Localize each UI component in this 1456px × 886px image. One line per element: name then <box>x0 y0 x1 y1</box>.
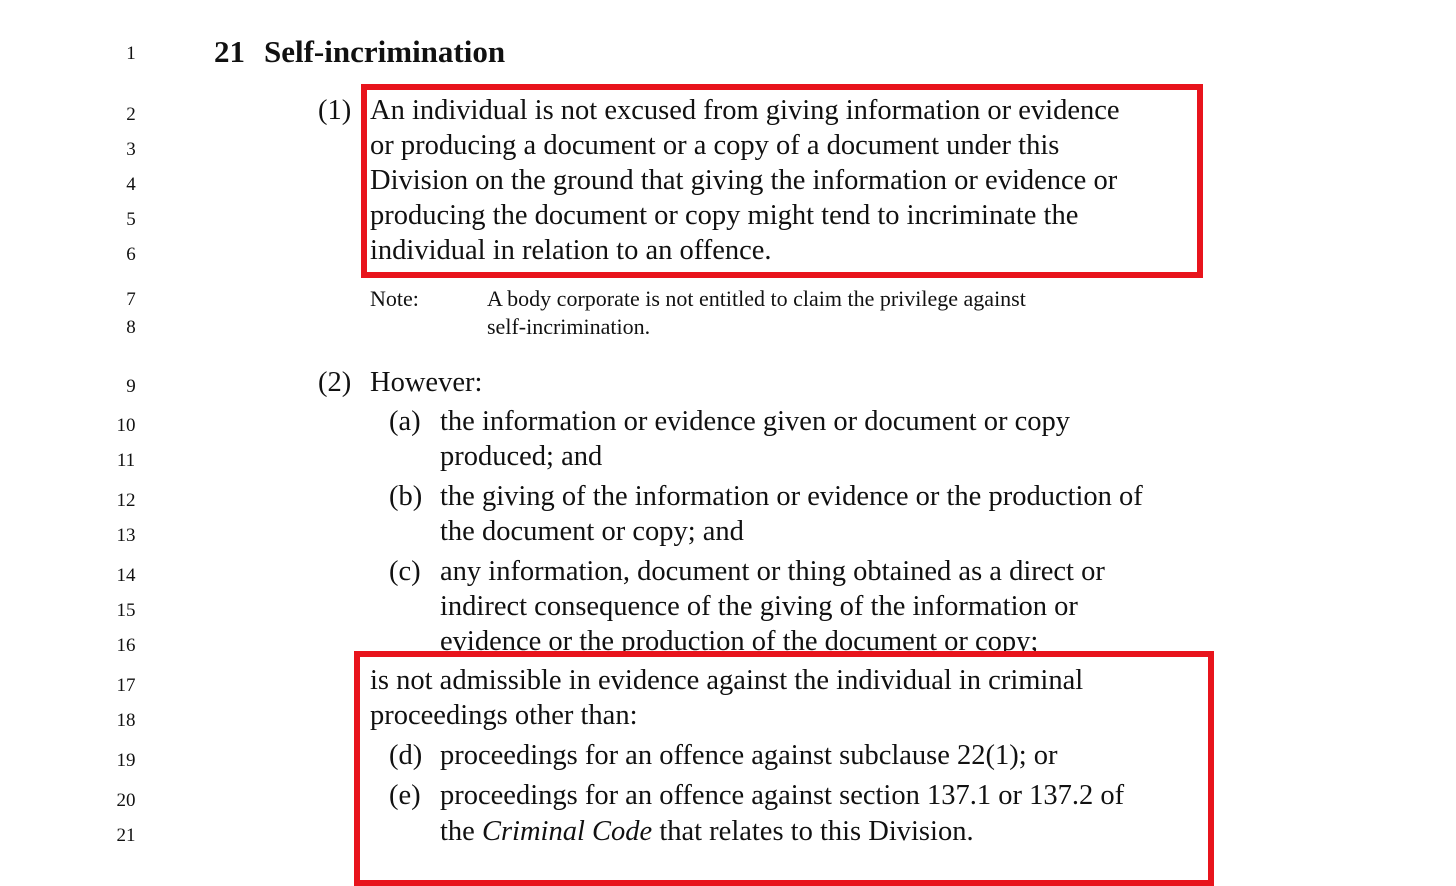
paragraph-d-line: proceedings for an offence against subclause 22(1); or <box>440 740 1058 771</box>
line-number-5: 5 <box>126 209 136 230</box>
line-number-9: 9 <box>126 376 136 397</box>
section-number: 21 <box>214 34 245 69</box>
paragraph-c-line: indirect consequence of the giving of the information or <box>440 591 1078 622</box>
paragraph-e-line: proceedings for an offence against section 137.1 or 137.2 of <box>440 780 1125 811</box>
line-number-3: 3 <box>126 139 136 160</box>
paragraph-b-line: the giving of the information or evidence or the production of <box>440 481 1143 512</box>
line-number-1: 1 <box>126 43 136 64</box>
subsection-1-line: An individual is not excused from giving information or evidence <box>370 95 1120 126</box>
paragraph-c-label: (c) <box>389 556 421 587</box>
note-line: A body corporate is not entitled to claim the privilege against <box>487 286 1026 311</box>
subsection-1-label: (1) <box>318 95 352 126</box>
line-number-4: 4 <box>126 174 136 195</box>
line-number-8: 8 <box>126 317 136 338</box>
paragraph-b-label: (b) <box>389 481 423 512</box>
criminal-code-title: Criminal Code <box>481 816 653 847</box>
highlight-box-exceptions <box>354 651 1214 886</box>
continuation-line: is not admissible in evidence against the individual in criminal <box>370 665 1084 696</box>
line-number-12: 12 <box>116 490 136 511</box>
line-number-10: 10 <box>116 415 136 436</box>
line-number-16: 16 <box>116 635 136 656</box>
line-number-20: 20 <box>116 790 136 811</box>
line-number-21: 21 <box>116 825 136 846</box>
paragraph-a-label: (a) <box>389 406 421 437</box>
paragraph-c-line: evidence or the production of the document or copy; <box>440 626 1039 657</box>
continuation-line: proceedings other than: <box>370 700 638 731</box>
line-number-15: 15 <box>116 600 136 621</box>
line-number-6: 6 <box>126 244 136 265</box>
paragraph-d-label: (d) <box>389 740 423 771</box>
note-label: Note: <box>370 286 419 311</box>
subsection-1-line: producing the document or copy might tend to incriminate the <box>370 200 1079 231</box>
line-number-14: 14 <box>116 565 136 586</box>
text-span: the <box>440 816 482 847</box>
paragraph-a-line: produced; and <box>440 441 603 472</box>
line-number-13: 13 <box>116 525 136 546</box>
note-line: self-incrimination. <box>487 314 651 339</box>
highlight-box-subsection-1 <box>361 84 1203 278</box>
line-number-18: 18 <box>116 710 136 731</box>
subsection-2-label: (2) <box>318 367 352 398</box>
line-number-19: 19 <box>116 750 136 771</box>
paragraph-e-label: (e) <box>389 780 421 811</box>
paragraph-a-line: the information or evidence given or document or copy <box>440 406 1070 437</box>
subsection-1-line: individual in relation to an offence. <box>370 235 772 266</box>
text-span: that relates to this Division. <box>652 816 974 847</box>
subsection-1-line: or producing a document or a copy of a document under this <box>370 130 1060 161</box>
line-number-2: 2 <box>126 104 136 125</box>
line-number-17: 17 <box>116 675 136 696</box>
section-title: Self-incrimination <box>264 34 506 69</box>
paragraph-b-line: the document or copy; and <box>440 516 744 547</box>
paragraph-c-line: any information, document or thing obtained as a direct or <box>440 556 1105 587</box>
line-number-7: 7 <box>126 289 136 310</box>
subsection-1-line: Division on the ground that giving the information or evidence or <box>370 165 1118 196</box>
line-number-11: 11 <box>116 450 136 471</box>
subsection-2-intro: However: <box>370 367 483 398</box>
